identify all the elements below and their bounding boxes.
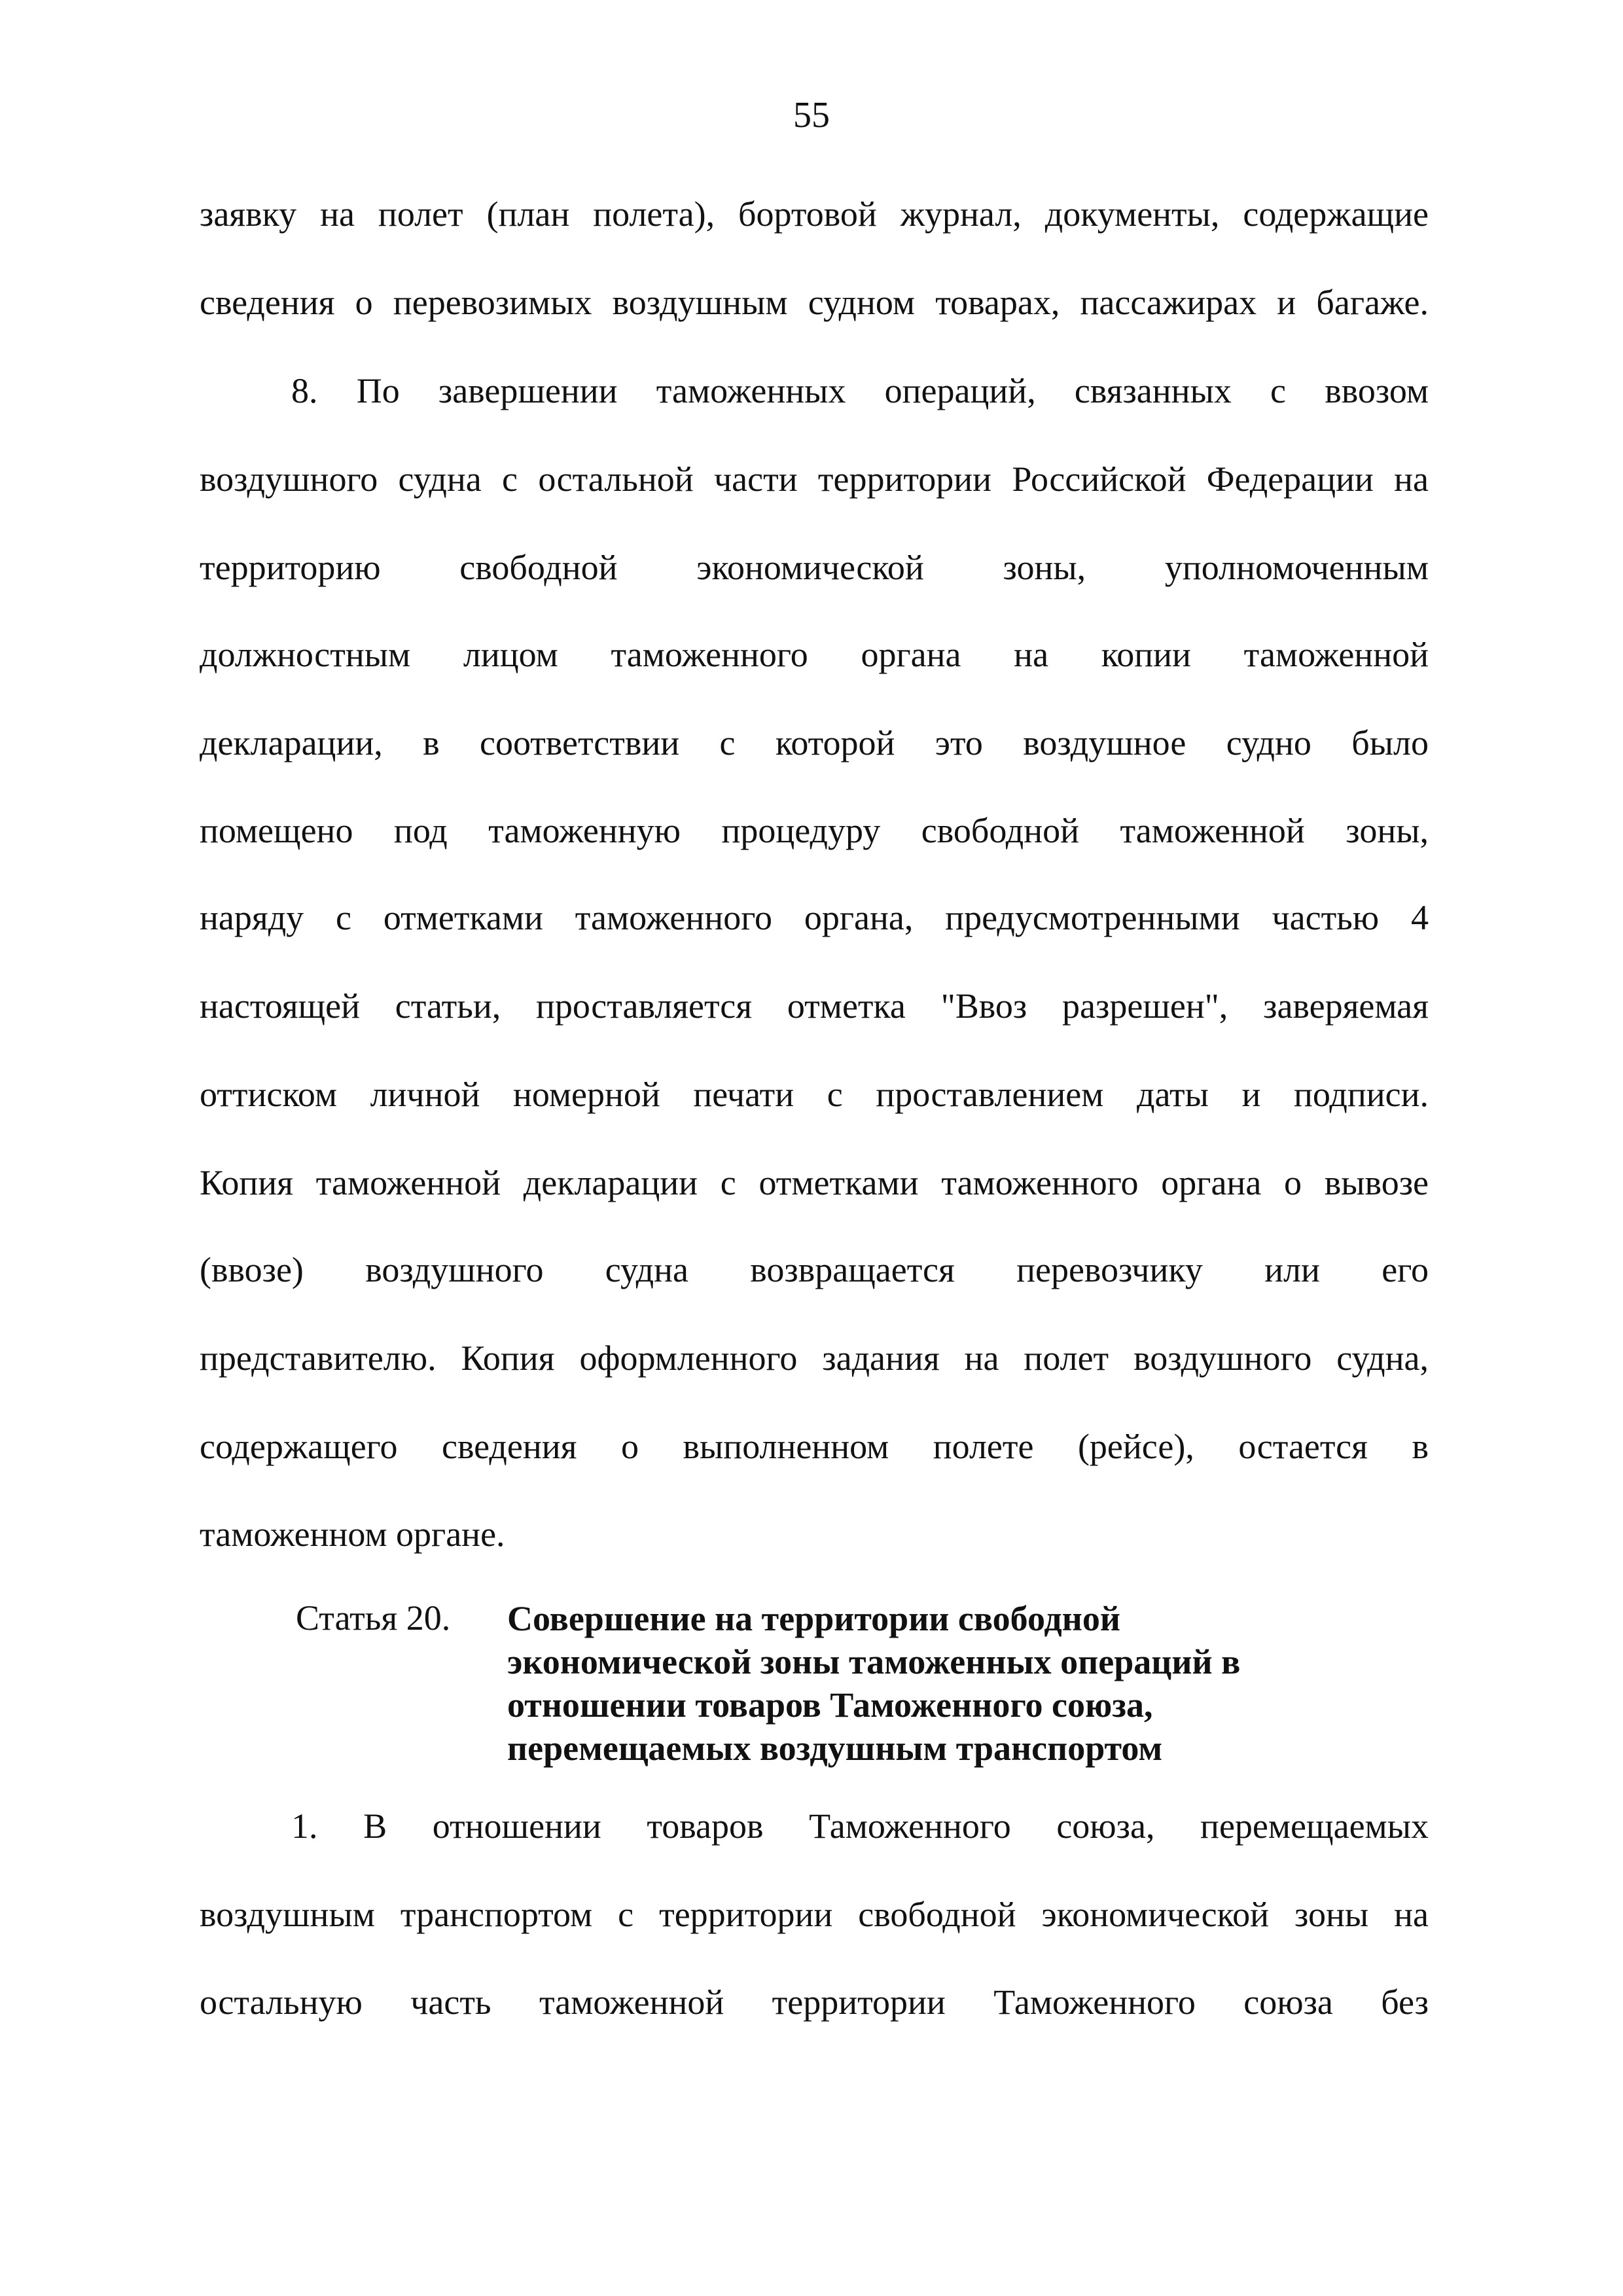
text-line: остальную часть таможенной территории Таможенного союза без (200, 1982, 1429, 2022)
text-line: сведения о перевозимых воздушным судном товарах, пассажирах и багаже. (200, 283, 1429, 322)
article-title-line: перемещаемых воздушным транспортом (507, 1729, 1163, 1768)
text-line: заявку на полет (план полета), бортовой журнал, документы, содержащие (200, 194, 1429, 234)
text-line: воздушного судна с остальной части территории Российской Федерации на (200, 459, 1429, 499)
paragraph-start-line: 1. В отношении товаров Таможенного союза, перемещаемых (291, 1806, 1429, 1846)
text-line: помещено под таможенную процедуру свободной таможенной зоны, (200, 811, 1429, 850)
article-title-line: экономической зоны таможенных операций в (507, 1642, 1241, 1681)
text-line: таможенном органе. (200, 1515, 505, 1554)
text-line: Копия таможенной декларации с отметками таможенного органа о вывозе (200, 1163, 1429, 1202)
text-line: наряду с отметками таможенного органа, предусмотренными частью 4 (200, 898, 1429, 937)
text-line: (ввозе) воздушного судна возвращается перевозчику или его (200, 1250, 1429, 1289)
paragraph-start-line: 8. По завершении таможенных операций, связанных с ввозом (291, 371, 1429, 410)
text-line: настоящей статьи, проставляется отметка "Ввоз разрешен", заверяемая (200, 986, 1429, 1026)
text-line: представителю. Копия оформленного задания на полет воздушного судна, (200, 1338, 1429, 1378)
text-line: содержащего сведения о выполненном полете (рейсе), остается в (200, 1427, 1429, 1466)
article-title-line: отношении товаров Таможенного союза, (507, 1685, 1153, 1725)
page-number: 55 (793, 95, 830, 135)
text-line: территорию свободной экономической зоны, уполномоченным (200, 548, 1429, 587)
article-label: Статья 20. (296, 1598, 451, 1638)
article-title (507, 1597, 1358, 1770)
article-title-line: Совершение на территории свободной (507, 1599, 1120, 1638)
text-line: оттиском личной номерной печати с проставлением даты и подписи. (200, 1075, 1429, 1114)
text-line: воздушным транспортом с территории свободной экономической зоны на (200, 1895, 1429, 1934)
text-line: должностным лицом таможенного органа на копии таможенной (200, 635, 1429, 674)
text-line: декларации, в соответствии с которой это воздушное судно было (200, 723, 1429, 762)
